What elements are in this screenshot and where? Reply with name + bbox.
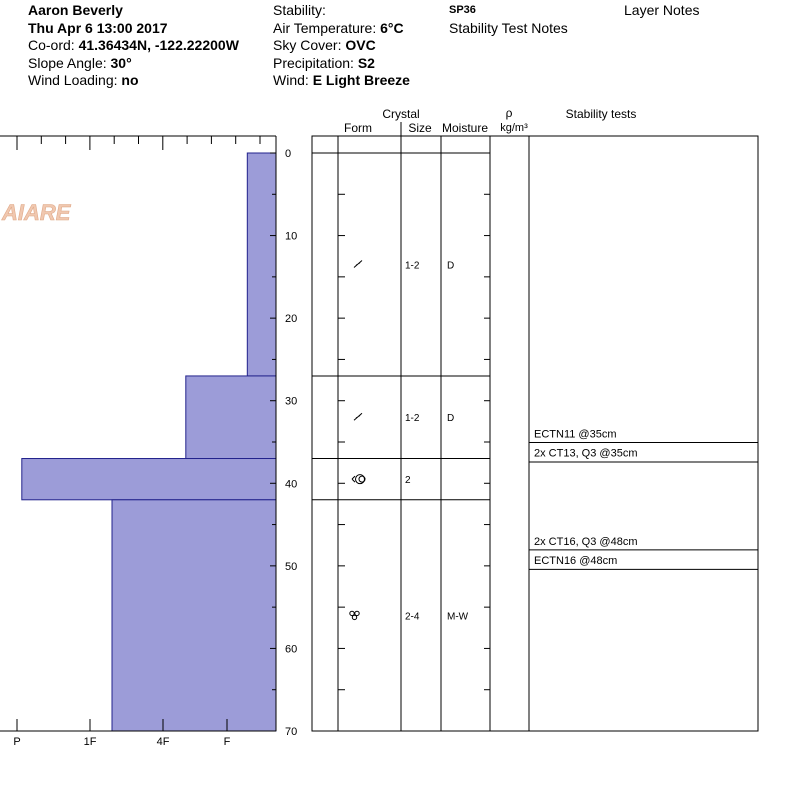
- slope-label: Slope Angle:: [28, 54, 107, 71]
- hardness-bar-4: [112, 500, 276, 731]
- coord-value: 41.36434N, -122.22200W: [78, 37, 239, 53]
- stability-test-35-1: ECTN11 @35cm: [534, 428, 617, 441]
- depth-label-60: 60: [285, 643, 298, 656]
- depth-label-10: 10: [285, 230, 298, 243]
- layer-size-1: 1-2: [405, 260, 420, 272]
- observation-datetime: Thu Apr 6 13:00 2017: [28, 19, 168, 36]
- sky-value: OVC: [345, 37, 376, 53]
- moisture-header: Moisture: [441, 121, 489, 135]
- crystal-header: Crystal: [382, 107, 420, 121]
- form-decomposing-icon: [354, 413, 362, 420]
- layer-size-3: 2: [405, 475, 411, 487]
- layer-moisture-4: M-W: [447, 611, 469, 623]
- layer-moisture-1: D: [447, 260, 455, 272]
- layer-moisture-2: D: [447, 413, 455, 425]
- layer-notes-label: Layer Notes: [624, 2, 700, 18]
- form-melt-icon: [352, 615, 356, 619]
- layer-size-2: 1-2: [405, 413, 420, 425]
- hardness-label-P: P: [13, 736, 21, 748]
- wind-value: E Light Breeze: [312, 72, 410, 88]
- air-temp-value: 6°C: [380, 19, 404, 36]
- stability-test-35-2: 2x CT13, Q3 @35cm: [534, 447, 638, 460]
- hardness-bar-2: [186, 376, 276, 459]
- watermark-logo: AIARE: [2, 200, 71, 225]
- size-header: Size: [408, 121, 432, 135]
- depth-label-20: 20: [285, 313, 298, 326]
- stability-tests-header: Stability tests: [565, 107, 637, 121]
- observer-name: Aaron Beverly: [28, 2, 123, 18]
- form-decomposing-icon: [354, 260, 362, 267]
- depth-label-70: 70: [285, 726, 298, 738]
- precip-label: Precipitation:: [273, 54, 354, 71]
- stability-test-48-1: 2x CT16, Q3 @48cm: [534, 535, 638, 548]
- coord-label: Co-ord:: [28, 37, 75, 53]
- hardness-label-F: F: [223, 736, 231, 748]
- hardness-bar-1: [247, 153, 276, 376]
- layer-size-4: 2-4: [405, 611, 420, 623]
- hardness-bar-3: [22, 459, 276, 500]
- depth-label-0: 0: [285, 148, 292, 160]
- slope-value: 30°: [110, 54, 132, 71]
- stability-notes-label: Stability Test Notes: [449, 19, 568, 36]
- hardness-label-1F: 1F: [83, 736, 97, 748]
- air-temp-label: Air Temperature:: [273, 19, 377, 36]
- form-header: Form: [344, 121, 372, 135]
- depth-label-30: 30: [285, 395, 298, 408]
- wind-loading-value: no: [121, 72, 139, 88]
- rho-header: ρ: [505, 106, 513, 120]
- hardness-label-4F: 4F: [156, 736, 170, 748]
- density-unit-header: kg/m³: [500, 122, 528, 134]
- depth-label-40: 40: [285, 478, 298, 491]
- site-code: SP36: [449, 4, 476, 16]
- wind-loading-label: Wind Loading:: [28, 72, 118, 88]
- stability-test-48-2: ECTN16 @48cm: [534, 554, 618, 567]
- form-surface-hoar-mark-icon: [352, 476, 355, 482]
- depth-label-50: 50: [285, 560, 298, 573]
- wind-label: Wind:: [273, 72, 309, 88]
- sky-label: Sky Cover:: [273, 37, 342, 53]
- precip-value: S2: [357, 54, 375, 71]
- stability-label: Stability:: [273, 2, 326, 18]
